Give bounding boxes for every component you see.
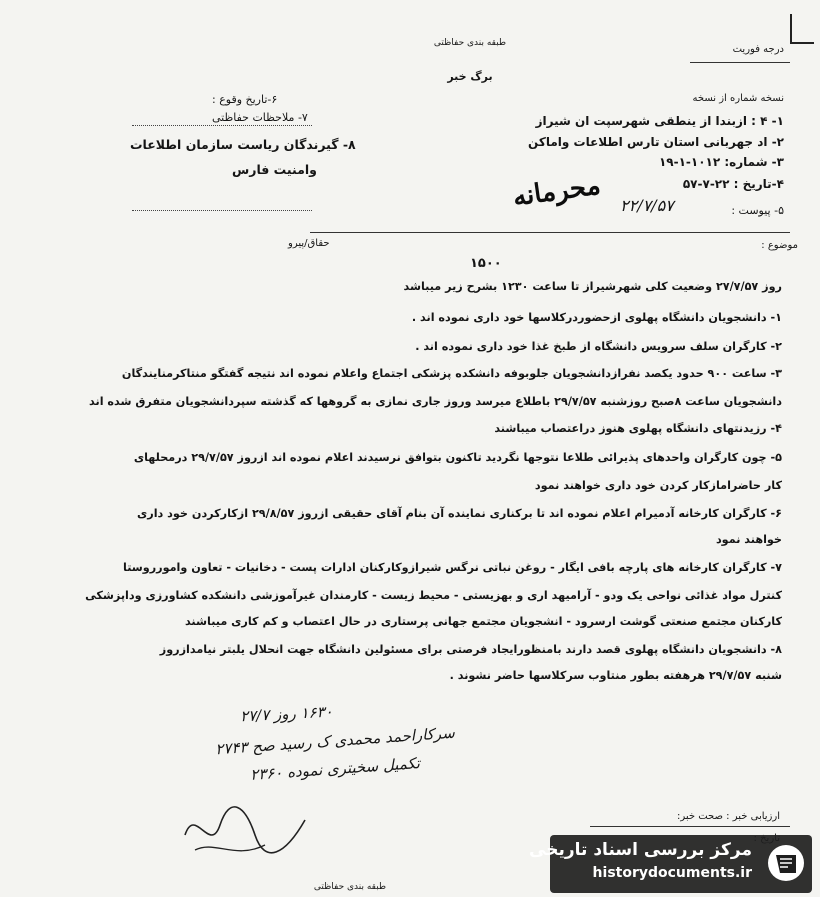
- copy-number: نسخه شماره از نسخه: [692, 93, 784, 104]
- classification-top: طبقه بندی حفاظتی: [433, 38, 507, 48]
- body-line-10: خواهند نمود: [715, 533, 782, 546]
- handwritten-note-1: ۱۶۳۰ روز ۲۷/۷: [239, 702, 334, 726]
- handwritten-note-2: سرکاراحمد محمدی ک رسید صح ۲۷۴۳: [214, 723, 456, 759]
- confidential-stamp: محرمانه: [511, 170, 603, 213]
- evaluation-label: ارزیابی خبر : صحت خبر:: [676, 811, 780, 822]
- body-line-2: ۱- دانشجویان دانشگاه پهلوی ازحضوردرکلاسها خود داری نموده اند .: [411, 311, 782, 324]
- header-item4: ۴-تاریخ : ۲۲-۷-۵۷: [682, 177, 784, 191]
- body-line-13: کارکنان مجتمع صنعتی گوشت ارسرود - انشجویان مجتمع جهانی پرستاری در حال اعتصاب و کم کاری میباشند: [184, 615, 782, 628]
- body-line-1: روز ۲۷/۷/۵۷ وضعیت کلی شهرشیراز تا ساعت ۱۲۳۰ بشرح زیر میباشد: [403, 280, 782, 293]
- occurrence-date: ۶-تاریخ وقوع :: [212, 93, 278, 106]
- corner-mark: [790, 14, 814, 44]
- body-line-8: کار حاضرامازکار کردن خود داری خواهند نمود: [534, 479, 782, 492]
- body-line-15: شنبه ۲۹/۷/۵۷ هرهفته بطور منتاوب سرکلاسها حاضر نشوند .: [449, 669, 782, 682]
- watermark-url: historydocuments.ir: [592, 865, 752, 881]
- handwritten-note-3: تکمیل سخیتری نموده ۲۳۶۰: [249, 754, 421, 784]
- handwritten-date: ۲۲/۷/۵۷: [620, 196, 674, 215]
- form-title: برگ خبر: [447, 70, 493, 83]
- classification-bottom: طبقه بندی حفاظتی: [313, 882, 387, 892]
- body-line-3: ۲- کارگران سلف سرویس دانشگاه از طبخ غذا خود داری نموده اند .: [415, 340, 782, 353]
- body-line-6: ۴- رزیدنتهای دانشگاه پهلوی هنوز دراعتصاب میباشند: [494, 422, 782, 435]
- security-notes: ۷- ملاحظات حفاظتی: [212, 111, 308, 124]
- recipients-line1: ۸- گیرندگان رياست سازمان اطلاعات: [130, 137, 356, 152]
- urgency-label: درجه فوریت: [732, 44, 784, 55]
- watermark-logo-icon: [766, 843, 806, 883]
- body-line-7: ۵- چون کارگران واحدهای پذیرائی طلاعا نتوجها نگردید تاکنون بتوافق نرسیدند اعلام نموده اند ازروز ۲۹/۷/۵۷ درمحلهای: [133, 451, 782, 464]
- body-line-11: ۷- کارگران کارخانه های پارچه بافی ایگار - روغن نباتی نرگس شیرازوکارکنان ادارات پست - دخانیات - تعاون وامورروستا: [123, 561, 782, 574]
- body-line-4: ۳- ساعت ۹۰۰ حدود یکصد نفرازدانشجویان جلوبوفه دانشکده پزشکی اجتماع واعلام نموده اند نتیجه گفتگو منتاکرمنایندگان: [121, 367, 782, 380]
- header-item2: ۲- اد جهربانی استان تارس اطلاعات واماکن: [528, 135, 784, 149]
- archive-label: حقاق/پیرو: [288, 238, 330, 249]
- watermark-title: مرکز بررسی اسناد تاریخی: [529, 840, 752, 860]
- header-item5: ۵- پیوست :: [731, 204, 784, 217]
- subject-label: موضوع :: [761, 240, 798, 251]
- body-line-14: ۸- دانشجویان دانشگاه پهلوی قصد دارند بامنظورایجاد فرصتی برای مسئولین دانشگاه جهت انحلال یلبتر نیامدازروز: [159, 643, 782, 656]
- header-item3: ۳- شماره: ۱۰۱۲-۱-۱۹: [658, 155, 784, 169]
- header-item1: ۱- ۴ : ازبندا از ینطقی شهرسپت ان شیراز: [535, 114, 784, 128]
- signature-scribble: [175, 795, 315, 865]
- body-line-5: دانشجویان ساعت ۸صبح روزشنبه ۲۹/۷/۵۷ باطلاع میرسد وروز جاری نمازی به گروهها که گذشته سپردانشجویان متفرق شده اند: [89, 395, 782, 408]
- subject-number: ۱۵۰۰: [470, 256, 502, 271]
- body-line-9: ۶- کارگران کارخانه آدمیرام اعلام نموده اند تا برکناری نماینده آن بنام آقای حقیقی ازروز ۲۹/۸/۵۷ ازکارکردن خود داری: [137, 507, 782, 520]
- recipients-line2: وامنیت فارس: [232, 162, 317, 177]
- body-line-12: کنترل مواد غذائی نواحی یک ودو - آرامیهد اری و بهزیستی - محیط زیست - کارمندان غیرآموزشی دانشکده کشاورزی وداپزشکی: [85, 589, 782, 602]
